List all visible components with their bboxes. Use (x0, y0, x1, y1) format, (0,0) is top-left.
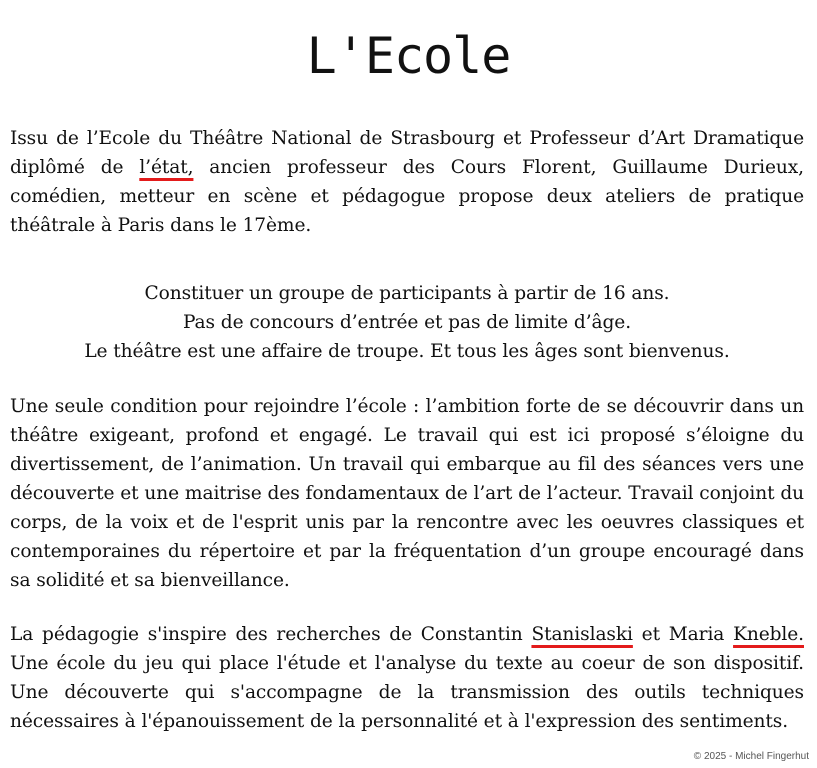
condition-line: Pas de concours d’entrée et pas de limite d’âge. (182, 312, 632, 333)
ambition-paragraph: Une seule condition pour rejoindre l’école : l’ambition forte de se découvrir dans un théâtre exigeant, profond et engagé. Le travail qui est ici proposé s’éloigne du divertissement, de l’animation. Un travail qui embarque au fil des séances vers une découverte et une maitrise des fondamentaux de l’art de l’acteur. Travail conjoint du corps, de la voix et de l'esprit unis par la rencontre avec les oeuvres classiques et contemporaines du répertoire et par la fréquentation d’un groupe encouragé dans sa solidité et sa bienveillance. (10, 396, 804, 591)
pedagogy-text-middle: et Maria (632, 624, 734, 645)
centered-conditions (10, 279, 804, 366)
condition-line: Le théâtre est une affaire de troupe. Et tous les âges sont bienvenus. (84, 341, 730, 362)
page-title: L'Ecole (306, 27, 511, 85)
condition-line: Constituer un groupe de participants à partir de 16 ans. (144, 283, 670, 304)
highlighted-term-etat: l’état, (139, 157, 194, 178)
pedagogy-paragraph (10, 620, 804, 736)
intro-text-start: Issu de l’Ecole du Théâtre National de Strasbourg et Professeur d’Art Dramatique diplômé de (10, 128, 804, 178)
pedagogy-text-start: La pédagogie s'inspire des recherches de Constantin (10, 624, 532, 645)
intro-paragraph (10, 124, 804, 240)
intro-text-end: ancien professeur des Cours Florent, Guillaume Durieux, comédien, metteur en scène et pédagogue propose deux ateliers de pratique théâtrale à Paris dans le 17ème. (10, 157, 804, 236)
copyright-notice: © 2025 - Michel Fingerhut (693, 751, 809, 762)
highlighted-term-stanislaski: Stanislaski (531, 624, 633, 645)
pedagogy-text-end: Une école du jeu qui place l'étude et l'analyse du texte au coeur de son dispositif. Une découverte qui s'accompagne de la transmission des outils techniques nécessaires à l'épanouissement de la personnalité et à l'expression des sentiments. (10, 653, 804, 732)
highlighted-term-kneble: Kneble. (733, 624, 804, 645)
